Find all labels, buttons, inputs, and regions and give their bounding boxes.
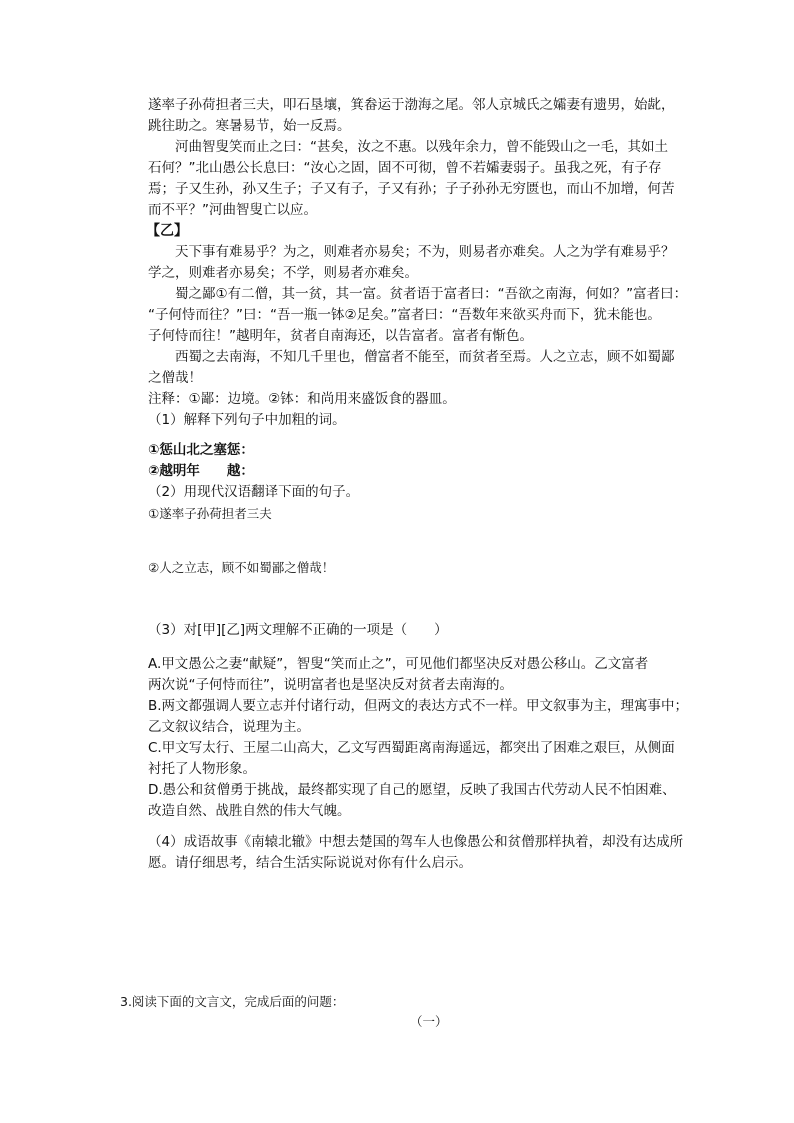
question-1: （1）解释下列句子中加粗的词。: [148, 412, 346, 428]
q3-option-c-cont: 衬托了人物形象。: [148, 761, 256, 777]
text-line: 子何恃而往！”越明年，贫者自南海还，以告富者。富者有惭色。: [148, 328, 533, 344]
text-line: 石何？”北山愚公长息曰：“汝心之固，固不可彻，曾不若孀妻弱子。虽我之死，有子存: [148, 160, 662, 176]
question-2: （2）用现代汉语翻译下面的句子。: [148, 484, 360, 500]
text-line: 天下事有难易乎？为之，则难者亦易矣；不为，则易者亦难矣。人之为学有难易乎？: [175, 244, 675, 260]
q1-item-2: ②越明年 越：: [148, 463, 254, 479]
q2-item-2: ②人之立志，顾不如蜀鄙之僧哉！: [148, 560, 335, 575]
question-4: （4）成语故事《南辕北辙》中想去楚国的驾车人也像愚公和贫僧那样执着，却没有达成所: [148, 834, 684, 850]
q3-option-b: B.两文都强调人要立志并付诸行动，但两文的表达方式不一样。甲文叙事为主，理寓事中；: [148, 698, 689, 714]
question-heading: 3.阅读下面的文言文，完成后面的问题：: [120, 994, 345, 1009]
text-line: 焉；子又生孙，孙又生子；子又有子，子又有孙；子子孙孙无穷匮也，而山不加增，何苦: [148, 181, 675, 197]
text-line: “子何恃而往？”曰：“吾一瓶一钵②足矣。”富者曰：“吾数年来欲买舟而下，犹未能也。: [148, 307, 661, 323]
q1-item-1: ①惩山北之塞惩：: [148, 442, 254, 458]
text-line: 跳往助之。寒暑易节，始一反焉。: [148, 118, 351, 134]
text-line: 河曲智叟笑而止之曰：“甚矣，汝之不惠。以残年余力，曾不能毁山之一毛，其如土: [175, 139, 668, 155]
question-3: （3）对[甲][乙]两文理解不正确的一项是（ ）: [148, 622, 448, 638]
text-line: 之僧哉！: [148, 370, 202, 386]
text-line: 遂率子孙荷担者三夫，叩石垦壤，箕畚运于渤海之尾。邻人京城氏之孀妻有遗男，始龀，: [148, 97, 675, 113]
section-number: （一）: [410, 1014, 448, 1029]
q3-option-a-cont: 两次说“子何恃而往”，说明富者也是坚决反对贫者去南海的。: [148, 677, 513, 693]
text-line: 学之，则难者亦易矣；不学，则易者亦难矣。: [148, 265, 418, 281]
q2-item-1: ①遂率子孙荷担者三夫: [148, 506, 272, 521]
q3-option-b-cont: 乙文叙议结合，说理为主。: [148, 719, 310, 735]
passage-label: 【乙】: [146, 223, 188, 239]
q3-option-d: D.愚公和贫僧勇于挑战，最终都实现了自己的愿望，反映了我国古代劳动人民不怕困难、: [148, 782, 676, 798]
q3-option-c: C.甲文写太行、王屋二山高大，乙文写西蜀距离南海遥远，都突出了困难之艰巨，从侧面: [148, 740, 675, 756]
q3-option-d-cont: 改造自然、战胜自然的伟大气魄。: [148, 803, 351, 819]
question-4-cont: 愿。请仔细思考，结合生活实际说说对你有什么启示。: [148, 855, 472, 871]
text-line: 而不平？”河曲智叟亡以应。: [148, 202, 317, 218]
q3-option-a: A.甲文愚公之妻“献疑”，智叟“笑而止之”，可见他们都坚决反对愚公移山。乙文富者: [148, 656, 649, 672]
notes-line: 注释：①鄙：边境。②钵：和尚用来盛饭食的器皿。: [148, 391, 456, 407]
text-line: 西蜀之去南海，不知几千里也，僧富者不能至，而贫者至焉。人之立志，顾不如蜀鄙: [175, 349, 675, 365]
text-line: 蜀之鄙①有二僧，其一贫，其一富。贫者语于富者曰：“吾欲之南海，何如？”富者曰：: [175, 286, 688, 302]
